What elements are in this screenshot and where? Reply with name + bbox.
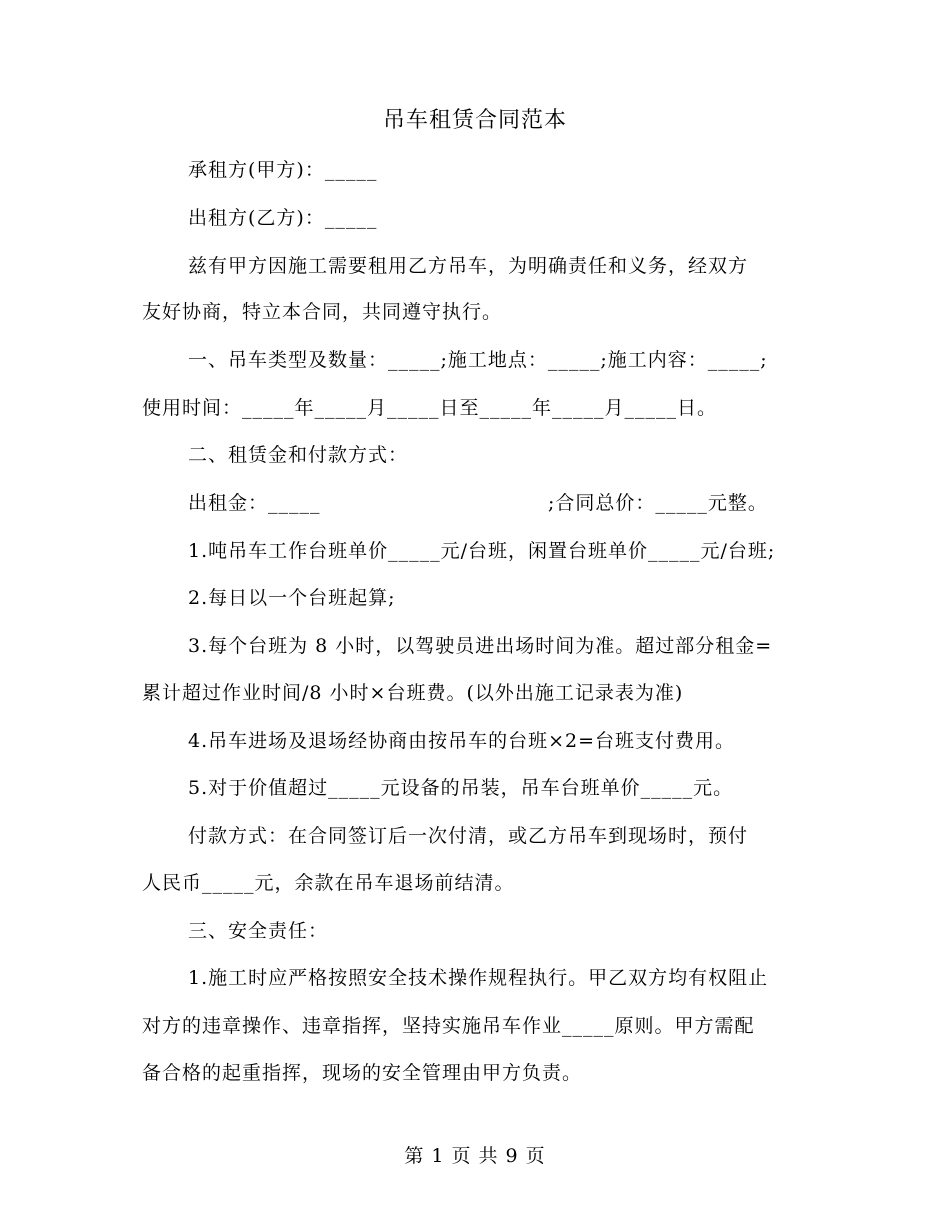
clause-3-1-line-2: 对方的违章操作、违章指挥，坚持实施吊车作业_____原则。甲方需配 xyxy=(142,1015,755,1037)
payment-line-2: 人民币_____元，余款在吊车退场前结清。 xyxy=(142,872,515,894)
lessee-line: 承租方(甲方)：_____ xyxy=(188,159,378,181)
document-title: 吊车租赁合同范本 xyxy=(382,108,567,133)
clause-2-3-line-1: 3.每个台班为 8 小时，以驾驶员进出场时间为准。超过部分租金= xyxy=(188,635,773,657)
rent-line-left: 出租金：_____ xyxy=(188,492,321,514)
intro-line-1: 兹有甲方因施工需要租用乙方吊车，为明确责任和义务，经双方 xyxy=(188,255,749,277)
clause-2-4: 4.吊车进场及退场经协商由按吊车的台班×2=台班支付费用。 xyxy=(188,730,736,752)
lessor-line: 出租方(乙方)：_____ xyxy=(188,207,378,229)
clause-2-3-line-2: 累计超过作业时间/8 小时×台班费。(以外出施工记录表为准) xyxy=(142,682,684,704)
intro-line-2: 友好协商，特立本合同，共同遵守执行。 xyxy=(142,301,503,323)
payment-line-1: 付款方式：在合同签订后一次付清，或乙方吊车到现场时，预付 xyxy=(188,825,749,847)
rent-line-right: ;合同总价：_____元整。 xyxy=(548,492,768,514)
section-2-heading: 二、租赁金和付款方式： xyxy=(188,444,409,466)
section-3-heading: 三、安全责任： xyxy=(188,920,329,942)
page-number-footer: 第 1 页 共 9 页 xyxy=(404,1145,546,1167)
section-1-line-1: 一、吊车类型及数量：_____;施工地点：_____;施工内容：_____; xyxy=(188,349,768,371)
clause-2-2: 2.每日以一个台班起算; xyxy=(188,587,396,609)
clause-2-1: 1.吨吊车工作台班单价_____元/台班，闲置台班单价_____元/台班; xyxy=(188,540,776,562)
clause-3-1-line-3: 备合格的起重指挥，现场的安全管理由甲方负责。 xyxy=(142,1062,583,1084)
clause-2-5: 5.对于价值超过_____元设备的吊装，吊车台班单价_____元。 xyxy=(188,777,734,799)
clause-3-1-line-1: 1.施工时应严格按照安全技术操作规程执行。甲乙双方均有权阻止 xyxy=(188,967,769,989)
section-1-line-2: 使用时间：_____年_____月_____日至_____年_____月_____日。 xyxy=(142,397,718,419)
